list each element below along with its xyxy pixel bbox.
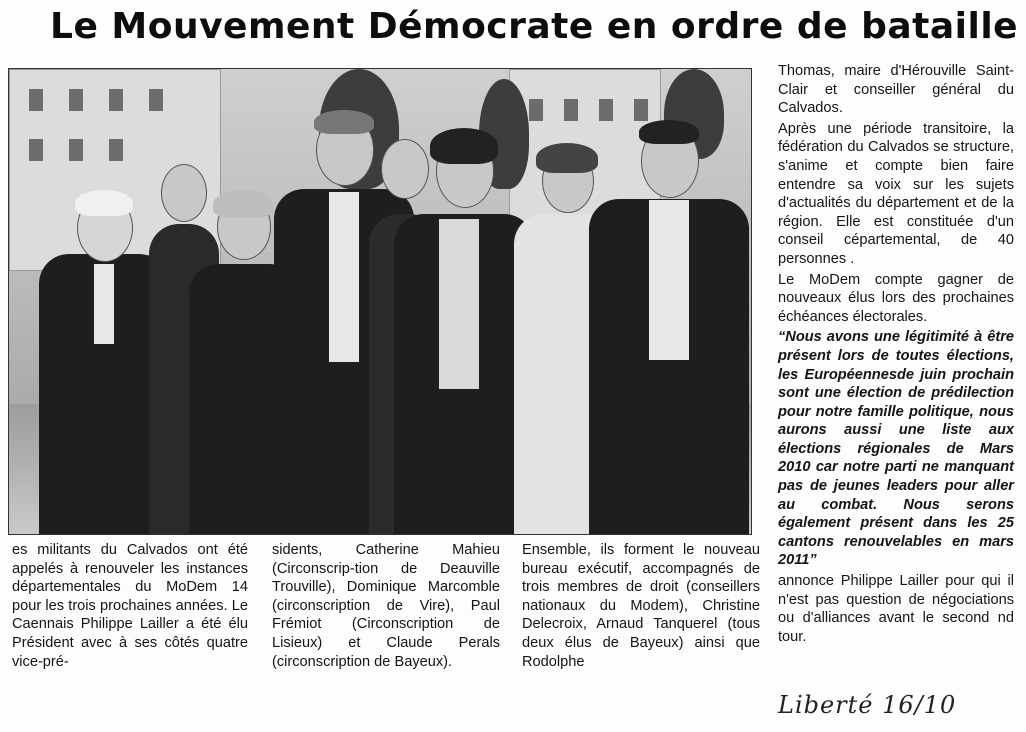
column-text: sidents, Catherine Mahieu (Circonscrip-tion de Deauville Trouville), Dominique Marcomble (circonscription de Vire), Paul Frémiot (Circonscription de Lisieux) et Claude Perals (circonscription de Bayeux).: [272, 542, 500, 670]
group-photo: [8, 68, 752, 535]
person: [394, 134, 534, 534]
column-text: Ensemble, ils forment le nouveau bureau exécutif, accompagnés de trois membres de droit (conseillers nationaux du Modem), Christine Delecroix, Arnaud Tanquerel (tous deux élus de Bayeux) ainsi que Rodolphe: [522, 542, 760, 670]
headline: Le Mouvement Démocrate en ordre de bataille: [50, 6, 1019, 47]
article-column-4: [778, 62, 1014, 648]
column-text: Thomas, maire d'Hérouville Saint-Clair et conseiller général du Calvados.: [778, 63, 1014, 117]
article-column-1: [12, 541, 248, 671]
quote-text: “Nous avons une légitimité à être présent lors de toutes élections, les Européennesde juin prochain sont une élection de prédilection pour notre famille politique, nous aurons aussi une liste aux élections régionales de Mars 2010 car notre parti ne manquant pas de jeunes leaders pour aller au combat. Nous serons également présent dans les 25 cantons renouvelables en mars 2011”: [778, 329, 1014, 569]
column-text: annonce Philippe Lailler pour qui il n'est pas question de négociations ou d'alliances avant le second nd tour.: [778, 573, 1014, 645]
column-text: Après une période transitoire, la fédération du Calvados se structure, s'anime et compte bien faire entendre sa voix sur les sujets d'actualités du département et de la région. Elle est constituée d'un conseil cépartemental, de 40 personnes .: [778, 120, 1014, 267]
article-column-2: [272, 541, 500, 671]
handwritten-source-note: Liberté 16/10: [778, 691, 957, 719]
column-text: es militants du Calvados ont été appelés à renouveler les instances départementales du MoDem 14 pour les trois prochaines années. Le Caennais Philippe Lailler a été élu Président avec à ses côtés quatre vice-pré-: [12, 542, 248, 670]
column-text: Le MoDem compte gagner de nouveaux élus lors des prochaines échéances électorales.: [778, 271, 1014, 325]
person: [589, 124, 749, 534]
article-column-3: [522, 541, 760, 671]
